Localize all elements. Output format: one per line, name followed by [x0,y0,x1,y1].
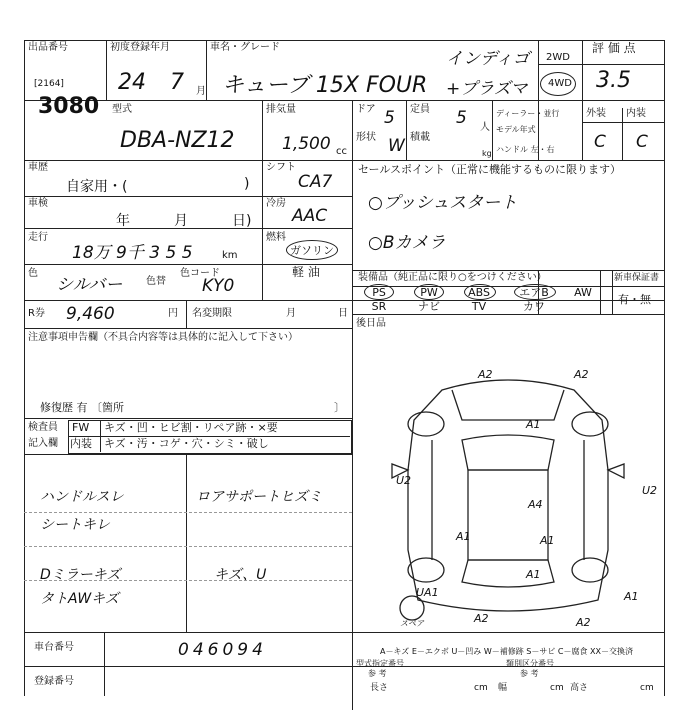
circle-ps [364,284,394,300]
drive-4wd-circle [540,72,576,96]
deadline-label: 名変期限 [192,308,232,319]
dealer-label: ディーラー・並行 [496,109,560,118]
capacity-label: 定員 [410,104,430,115]
color-code-label: 色コード [180,268,220,279]
mark-roof-a4: A4 [528,498,543,511]
class-number-label: 類別区分番号 [506,659,554,668]
selling-point-2: ○Bカメラ [368,233,446,253]
exterior-label: 外装 [586,108,606,119]
model-label: 型式 [112,104,132,115]
exterior-grade: C [594,132,606,152]
inspector-label-1: 検査員 [28,422,58,433]
mark-rear-a2-left: A2 [474,612,489,625]
score-label: 評 価 点 [592,41,636,55]
inspection-day: 日) [232,213,252,229]
warranty-value: 有・無 [618,293,651,306]
class-ref-label: 参 考 [520,669,539,678]
registration-month: 7 [170,70,184,95]
equip-abs: ABS [468,286,490,299]
capacity-value: 5 [456,108,467,128]
equip-ps: PS [372,286,386,299]
length-label: 長さ [370,683,389,693]
car-name: キューブ 15X FOUR [222,73,428,98]
history-close: ) [244,176,250,192]
note-mirror-scratch: Dミラーキズ [40,567,121,583]
note-scratch-dent: キズ、U [214,567,267,583]
height-label: 高さ [570,683,589,693]
circle-abs [464,284,496,300]
month-unit: 月 [196,86,206,97]
shift-label: シフト [266,162,296,173]
registration-number-label: 登録番号 [34,676,74,687]
lot-number-label: 出品番号 [28,42,68,53]
recycle-unit: 円 [168,308,178,319]
fw-label: FW [72,421,90,434]
vehicle-number-label: 車台番号 [34,642,74,653]
inspector-label-2: 記入欄 [28,438,58,449]
note-lower-support: ロアサポートヒズミ [196,489,322,505]
note-aw-scratch: タトAWキズ [40,591,119,607]
repair-history: 修復歴 有 〔箇所 [40,401,124,414]
recycle-value: 9,460 [66,304,115,324]
fuel-diesel: 軽 油 [292,265,320,279]
equipment-label: 装備品（純正品に限り○をつけください） [358,272,547,283]
displacement-label: 排気量 [266,104,296,115]
width-label: 幅 [498,683,508,693]
spare-label: スペア [400,619,424,628]
drive-4wd: 4WD [548,78,572,89]
door-label: ドア [356,104,376,115]
load-label: 積載 [410,132,430,143]
equip-airbag: エアB [519,286,549,299]
mileage-unit: km [222,250,238,261]
selling-points-label: セールスポイント（正常に機能するものに限ります） [358,163,622,176]
note-handle-wear: ハンドルスレ [40,489,124,505]
mark-front-a2-right: A2 [574,368,589,381]
model-year-label: モデル年式 [496,125,536,134]
model-value: DBA-NZ12 [120,128,235,153]
color-label: 色 [28,268,38,279]
history-label: 車歴 [28,162,48,173]
recycle-label: R券 [28,308,45,319]
notes-label: 注意事項申告欄（不具合内容等は具体的に記入して下さい） [28,332,298,343]
later-items-label: 後日品 [356,318,386,329]
color-code-value: KY0 [202,276,235,296]
door-value: 5 [384,108,395,128]
mark-left-u2: U2 [396,474,412,487]
score-value: 3.5 [596,68,631,93]
grade-plasma: +プラズマ [446,79,528,99]
mileage-value: 18万 9千 3 5 5 [72,243,193,263]
equip-sr: SR [371,300,387,313]
lot-sub-number: [2164] [34,79,64,89]
color-change-label: 色替 [146,276,166,287]
width-cm: cm [550,683,564,693]
equip-pw: PW [420,286,438,299]
inspection-year: 年 [116,213,130,229]
mark-rear-a2-right: A2 [576,616,591,629]
mark-front-a2-left: A2 [478,368,493,381]
interior-items: キズ・汚・コゲ・穴・シミ・破し [104,437,269,450]
load-unit: kg [482,149,492,158]
repair-close: 〕 [334,401,345,414]
selling-point-1: ○プッシュスタート [368,193,518,213]
shape-label: 形状 [356,132,376,143]
shape-value: W [388,136,405,156]
ac-value: AAC [292,206,328,226]
damage-legend: A－キズ E－エクボ U－凹み W－補修跡 S－サビ C－腐食 XX－交換済 [380,647,634,656]
car-name-label: 車名・グレード [210,42,280,53]
fuel-label: 燃料 [266,232,286,243]
equip-tv: TV [471,300,487,313]
mark-left-door-a1: A1 [456,530,471,543]
circle-airbag [514,284,556,300]
interior-grade: C [636,132,648,152]
deadline-day: 日 [338,308,348,319]
displacement-value: 1,500 [282,134,331,154]
color-value: シルバー [56,275,123,295]
interior-label: 内装 [626,108,646,119]
mark-right-u2: U2 [642,484,658,497]
vehicle-number: 046094 [178,640,267,660]
equip-leather: カワ [523,300,545,313]
height-cm: cm [640,683,654,693]
capacity-unit: 人 [480,122,490,133]
fuel-gasoline: ガソリン [286,240,338,260]
equip-navi: ナビ [418,300,440,313]
mark-hood-a1: A1 [526,418,541,431]
mark-rear-a1: A1 [526,568,541,581]
ac-label: 冷房 [266,198,286,209]
interior-check-label: 内装 [70,437,92,450]
registration-year: 24 [118,70,146,95]
inspection-label: 車検 [28,198,48,209]
type-designation-label: 型式指定番号 [356,659,404,668]
mark-rear-right-a1: A1 [624,590,639,603]
equip-aw: AW [574,286,592,299]
fw-items: キズ・凹・ヒビ割・リペア跡・×要 [104,421,278,434]
type-ref-label: 参 考 [368,669,387,678]
shift-value: CA7 [298,172,333,192]
displacement-unit: cc [336,146,347,157]
grade-indigo: インディゴ [446,49,530,69]
mark-rear-left-ua1: UA1 [416,586,439,599]
mileage-label: 走行 [28,232,48,243]
lot-number: 3080 [38,94,100,119]
handle-label: ハンドル 左・右 [496,145,555,154]
length-cm: cm [474,683,488,693]
circle-pw [414,284,444,300]
warranty-label: 新車保証書 [614,273,660,283]
deadline-month: 月 [286,308,296,319]
note-seat-tear: シートキレ [40,517,110,533]
first-registration-label: 初度登録年月 [110,42,170,53]
drive-2wd-label: 2WD [546,52,570,63]
history-value: 自家用・( [66,179,128,195]
car-damage-diagram [352,360,664,630]
inspection-month: 月 [174,213,188,229]
mark-right-door-a1: A1 [540,534,555,547]
